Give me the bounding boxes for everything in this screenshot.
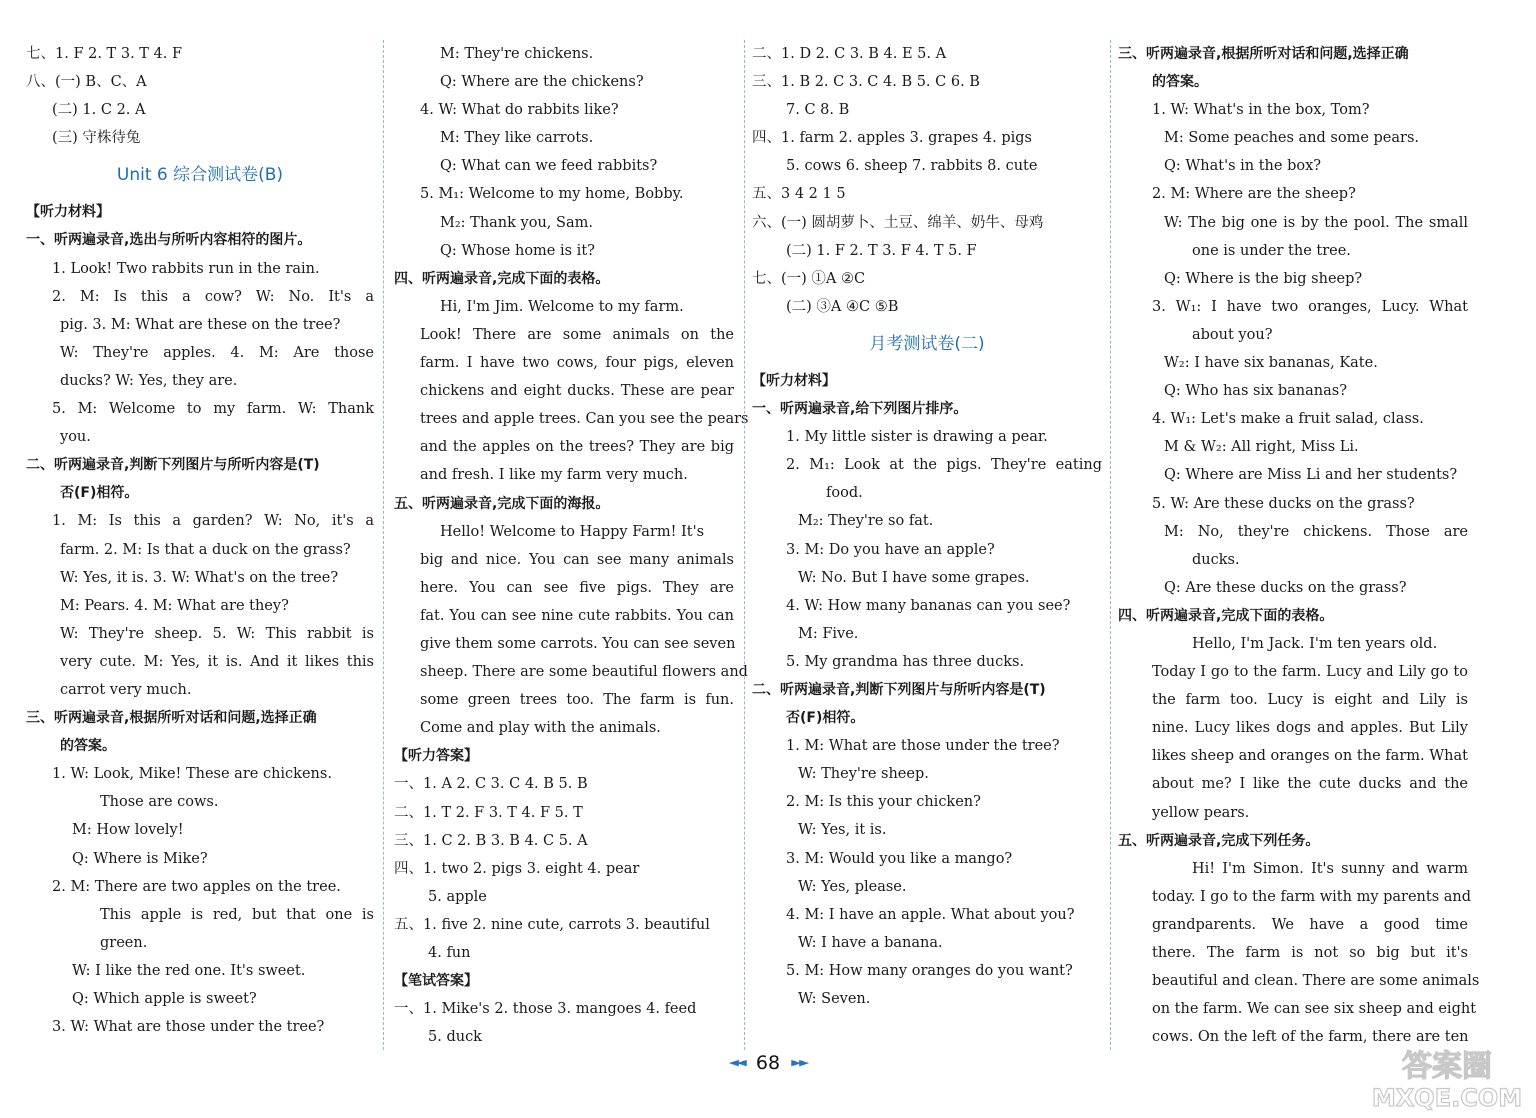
text-line: yellow pears. xyxy=(1152,804,1250,821)
text-line: Q: Are these ducks on the grass? xyxy=(1164,579,1407,596)
section-heading: 否(F)相符。 xyxy=(60,485,139,502)
text-line: Today I go to the farm. Lucy and Lily go to xyxy=(1152,664,1468,681)
text-line: 1. Look! Two rabbits run in the rain. xyxy=(52,260,320,277)
text-line: 二、1. D 2. C 3. B 4. E 5. A xyxy=(752,46,947,62)
text-line: M₂: They're so fat. xyxy=(798,513,934,530)
text-line: (三) 守株待兔 xyxy=(52,130,141,147)
column-divider-2 xyxy=(744,40,745,1050)
section-title: 月考测试卷(二) xyxy=(869,333,985,354)
text-line: beautiful and clean. There are some animals xyxy=(1152,973,1480,990)
text-line: here. You can see five pigs. They are xyxy=(420,579,734,596)
section-heading: 五、听两遍录音,完成下列任务。 xyxy=(1118,832,1320,849)
text-line: W: I like the red one. It's sweet. xyxy=(72,962,306,979)
text-line: M: Some peaches and some pears. xyxy=(1164,130,1420,147)
text-line: one is under the tree. xyxy=(1192,242,1351,259)
text-line: chickens and eight ducks. These are pear xyxy=(420,383,734,400)
text-line: W: No. But I have some grapes. xyxy=(798,569,1030,586)
text-line: 4. W₁: Let's make a fruit salad, class. xyxy=(1152,411,1424,428)
text-line: 1. My little sister is drawing a pear. xyxy=(786,429,1048,446)
text-line: 2. M: Is this your chicken? xyxy=(786,794,981,811)
text-line: you. xyxy=(60,429,91,446)
text-line: 1. W: Look, Mike! These are chickens. xyxy=(52,766,332,783)
text-line: 八、(一) B、C、A xyxy=(26,74,147,91)
text-line: M: Five. xyxy=(798,625,859,642)
text-line: 一、1. A 2. C 3. C 4. B 5. B xyxy=(394,776,588,793)
page-footer xyxy=(0,1052,1536,1082)
text-line: Hi! I'm Simon. It's sunny and warm xyxy=(1192,860,1468,877)
text-line: M₂: Thank you, Sam. xyxy=(440,214,593,231)
text-line: 4. fun xyxy=(428,945,471,961)
text-line: 5. cows 6. sheep 7. rabbits 8. cute xyxy=(786,158,1038,175)
text-line: 4. W: What do rabbits like? xyxy=(420,102,619,119)
text-line: Q: Whose home is it? xyxy=(440,242,595,259)
text-line: Look! There are some animals on the xyxy=(420,326,734,343)
text-line: Hi, I'm Jim. Welcome to my farm. xyxy=(440,298,684,315)
text-line: M: They're chickens. xyxy=(440,46,594,62)
section-heading: 四、听两遍录音,完成下面的表格。 xyxy=(1118,607,1334,624)
text-line: pig. 3. M: What are these on the tree? xyxy=(60,316,341,333)
text-line: some green trees too. The farm is fun. xyxy=(420,692,734,709)
text-line: 1. M: Is this a garden? W: No, it's a xyxy=(52,513,374,530)
text-line: (二) 1. F 2. T 3. F 4. T 5. F xyxy=(786,242,977,259)
section-heading: 五、听两遍录音,完成下面的海报。 xyxy=(394,495,610,512)
text-line: 二、1. T 2. F 3. T 4. F 5. T xyxy=(394,804,583,821)
text-line: and fresh. I like my farm very much. xyxy=(420,467,688,484)
prev-page-arrows-icon: ◄◄ xyxy=(728,1055,745,1071)
text-line: 5. apple xyxy=(428,888,487,905)
text-line: food. xyxy=(826,485,863,502)
text-line: likes sheep and oranges on the farm. What xyxy=(1152,748,1468,765)
section-heading: 三、听两遍录音,根据所听对话和问题,选择正确 xyxy=(26,710,317,727)
text-line: carrot very much. xyxy=(60,681,192,698)
text-line: (二) ③A ④C ⑤B xyxy=(786,298,899,315)
text-line: 5. M: How many oranges do you want? xyxy=(786,962,1073,979)
text-line: Hello, I'm Jack. I'm ten years old. xyxy=(1192,635,1438,652)
watermark-logo xyxy=(1372,1040,1522,1112)
text-line: sheep. There are some beautiful flowers and xyxy=(420,664,748,681)
text-line: and the apples on the trees? They are big xyxy=(420,439,734,456)
text-line: about me? I like the cute ducks and the xyxy=(1152,776,1468,793)
text-line: W: Seven. xyxy=(798,991,871,1007)
text-line: This apple is red, but that one is xyxy=(100,906,374,923)
text-line: today. I go to the farm with my parents and xyxy=(1152,888,1472,905)
text-line: 4. W: How many bananas can you see? xyxy=(786,597,1071,614)
text-line: farm. 2. M: Is that a duck on the grass? xyxy=(60,541,351,558)
text-line: 七、1. F 2. T 3. T 4. F xyxy=(26,46,183,62)
text-line: M: They like carrots. xyxy=(440,130,594,147)
text-line: M: Pears. 4. M: What are they? xyxy=(60,597,289,614)
text-line: Q: Where is Mike? xyxy=(72,850,208,867)
text-line: big and nice. You can see many animals xyxy=(420,551,734,568)
text-line: 5. W: Are these ducks on the grass? xyxy=(1152,495,1415,512)
text-line: W₂: I have six bananas, Kate. xyxy=(1164,355,1378,372)
section-heading: 的答案。 xyxy=(1152,74,1208,91)
text-line: 2. M₁: Look at the pigs. They're eating xyxy=(786,457,1102,474)
text-line: 四、1. two 2. pigs 3. eight 4. pear xyxy=(394,860,640,877)
text-line: W: They're sheep. 5. W: This rabbit is xyxy=(60,625,374,642)
column-4 xyxy=(1118,40,1480,1051)
section-heading: 四、听两遍录音,完成下面的表格。 xyxy=(394,270,610,287)
text-line: trees and apple trees. Can you see the pears xyxy=(420,411,749,428)
text-line: 5. M: Welcome to my farm. W: Thank xyxy=(52,401,374,418)
section-heading: 二、听两遍录音,判断下列图片与所听内容是(T) xyxy=(26,457,320,474)
text-line: 5. duck xyxy=(428,1029,482,1046)
text-line: ducks? W: Yes, they are. xyxy=(60,372,238,389)
text-line: 3. M: Do you have an apple? xyxy=(786,541,995,558)
section-heading: 一、听两遍录音,选出与所听内容相符的图片。 xyxy=(26,232,312,249)
text-line: green. xyxy=(100,934,148,951)
text-line: W: They're apples. 4. M: Are those xyxy=(60,344,374,361)
text-line: 三、1. B 2. C 3. C 4. B 5. C 6. B xyxy=(752,74,980,91)
section-heading: 否(F)相符。 xyxy=(786,710,865,727)
next-page-arrows-icon: ►► xyxy=(791,1055,808,1071)
section-heading: 【听力答案】 xyxy=(394,748,478,765)
text-line: 一、1. Mike's 2. those 3. mangoes 4. feed xyxy=(394,1001,697,1018)
text-line: 3. W: What are those under the tree? xyxy=(52,1019,325,1036)
text-line: ducks. xyxy=(1192,551,1240,568)
section-heading: 一、听两遍录音,给下列图片排序。 xyxy=(752,401,968,418)
text-line: W: Yes, it is. xyxy=(798,822,887,839)
text-line: 1. W: What's in the box, Tom? xyxy=(1152,102,1370,119)
section-heading: 【听力材料】 xyxy=(752,372,836,389)
column-1 xyxy=(26,40,374,1041)
section-heading: 【听力材料】 xyxy=(26,204,110,221)
text-line: M: How lovely! xyxy=(72,822,184,839)
column-3 xyxy=(752,40,1102,1013)
text-line: 三、1. C 2. B 3. B 4. C 5. A xyxy=(394,832,588,849)
text-line: 5. M₁: Welcome to my home, Bobby. xyxy=(420,186,684,203)
text-line: W: Yes, it is. 3. W: What's on the tree? xyxy=(60,569,339,586)
text-line: (二) 1. C 2. A xyxy=(52,102,146,119)
column-divider-3 xyxy=(1110,40,1111,1050)
section-heading: 二、听两遍录音,判断下列图片与所听内容是(T) xyxy=(752,681,1046,698)
text-line: Hello! Welcome to Happy Farm! It's xyxy=(440,523,705,540)
text-line: 2. M: There are two apples on the tree. xyxy=(52,878,341,895)
text-line: Q: Who has six bananas? xyxy=(1164,383,1347,400)
text-line: 五、3 4 2 1 5 xyxy=(752,186,846,203)
text-line: Q: Where are Miss Li and her students? xyxy=(1164,467,1458,484)
text-line: farm. I have two cows, four pigs, eleven xyxy=(420,355,734,372)
text-line: W: I have a banana. xyxy=(798,934,943,951)
text-line: 五、1. five 2. nine cute, carrots 3. beautiful xyxy=(394,916,710,933)
text-line: give them some carrots. You can see seven xyxy=(420,635,736,652)
text-line: cows. On the left of the farm, there are ten xyxy=(1152,1029,1469,1046)
section-heading: 三、听两遍录音,根据所听对话和问题,选择正确 xyxy=(1118,46,1409,62)
text-line: Q: What can we feed rabbits? xyxy=(440,158,658,175)
text-line: 3. M: Would you like a mango? xyxy=(786,850,1013,867)
text-line: 2. M: Where are the sheep? xyxy=(1152,186,1356,203)
text-line: 2. M: Is this a cow? W: No. It's a xyxy=(52,288,374,305)
text-line: W: The big one is by the pool. The small xyxy=(1164,214,1468,231)
text-line: about you? xyxy=(1192,326,1273,343)
text-line: there. The farm is not so big but it's xyxy=(1152,945,1468,961)
section-heading: 的答案。 xyxy=(60,738,116,755)
text-line: nine. Lucy likes dogs and apples. But Lily xyxy=(1152,720,1468,737)
text-line: 七、(一) ①A ②C xyxy=(752,270,866,287)
watermark-logo-top: 答案圈 xyxy=(1402,1049,1492,1084)
text-line: on the farm. We can see six sheep and eight xyxy=(1152,1001,1477,1018)
text-line: 5. My grandma has three ducks. xyxy=(786,653,1025,670)
section-title: Unit 6 综合测试卷(B) xyxy=(116,165,284,186)
text-line: W: They're sheep. xyxy=(798,766,929,783)
text-line: 六、(一) 圆胡萝卜、土豆、绵羊、奶牛、母鸡 xyxy=(752,214,1044,231)
text-line: 3. W₁: I have two oranges, Lucy. What xyxy=(1152,298,1468,315)
text-line: grandparents. We have a good time xyxy=(1152,916,1468,933)
text-line: fat. You can see nine cute rabbits. You can xyxy=(420,607,734,624)
text-line: Q: Where are the chickens? xyxy=(440,74,644,91)
text-line: W: Yes, please. xyxy=(798,878,907,895)
text-line: 四、1. farm 2. apples 3. grapes 4. pigs xyxy=(752,130,1032,147)
text-line: 4. M: I have an apple. What about you? xyxy=(786,906,1075,923)
page-number: 68 xyxy=(755,1052,781,1074)
text-line: Those are cows. xyxy=(100,794,219,811)
text-line: Q: Which apple is sweet? xyxy=(72,991,257,1007)
text-line: Q: What's in the box? xyxy=(1164,158,1322,175)
text-line: Come and play with the animals. xyxy=(420,720,661,737)
text-line: Q: Where is the big sheep? xyxy=(1164,270,1363,287)
text-line: the farm too. Lucy is eight and Lily is xyxy=(1152,692,1468,709)
text-line: very cute. M: Yes, it is. And it likes this xyxy=(60,653,374,670)
section-heading: 【笔试答案】 xyxy=(394,973,478,990)
column-2 xyxy=(394,40,749,1051)
watermark-logo-bottom: MXQE.COM xyxy=(1372,1084,1522,1112)
text-line: M & W₂: All right, Miss Li. xyxy=(1164,439,1359,456)
text-line: M: No, they're chickens. Those are xyxy=(1164,523,1468,540)
column-divider-1 xyxy=(383,40,384,1050)
text-line: 7. C 8. B xyxy=(786,102,850,119)
text-line: 1. M: What are those under the tree? xyxy=(786,738,1060,755)
